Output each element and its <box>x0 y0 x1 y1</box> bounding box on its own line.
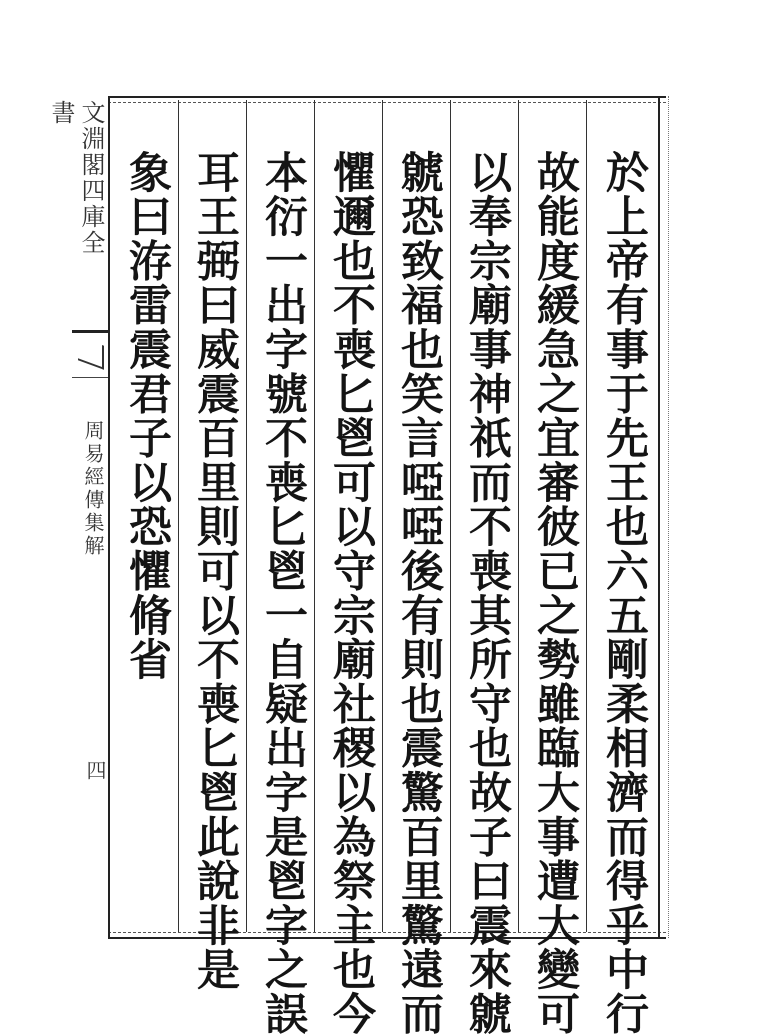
fishtail-mark <box>72 330 108 378</box>
margin-folio: 四 <box>83 760 107 780</box>
frame-right-border <box>658 96 669 938</box>
text-column-8: 象曰洊雷震君子以恐懼脩省 <box>122 150 172 682</box>
margin-header: 文淵閣四庫全書 <box>47 100 105 256</box>
column-rule <box>586 100 587 932</box>
column-rule <box>450 100 451 932</box>
column-rule <box>518 100 519 932</box>
column-rule <box>178 100 179 932</box>
text-column-4: 虩恐致福也笑言啞啞後有則也震驚百里驚遠而 <box>394 150 444 1036</box>
column-rule <box>314 100 315 932</box>
column-rule <box>246 100 247 932</box>
frame-left-border <box>108 96 110 938</box>
text-column-1: 於上帝有事于先王也六五剛柔相濟而得乎中行 <box>599 150 649 1036</box>
text-column-2: 故能度緩急之宜審彼已之勢雖臨大事遭大變可 <box>530 150 580 1036</box>
column-rule <box>382 100 383 932</box>
text-column-5: 懼邇也不喪匕鬯可以守宗廟社稷以為祭主也今 <box>326 150 376 1036</box>
frame-top-border <box>108 96 666 103</box>
margin-book-title: 周易經傳集解 <box>81 420 105 558</box>
text-column-7: 耳王弼曰威震百里則可以不喪匕鬯此說非是 <box>190 150 240 992</box>
text-column-3: 以奉宗廟事神祇而不喪其所守也故子曰震來虩 <box>462 150 512 1036</box>
text-column-6: 本衍一出字號不喪匕鬯一自疑出字是鬯字之誤 <box>258 150 308 1036</box>
